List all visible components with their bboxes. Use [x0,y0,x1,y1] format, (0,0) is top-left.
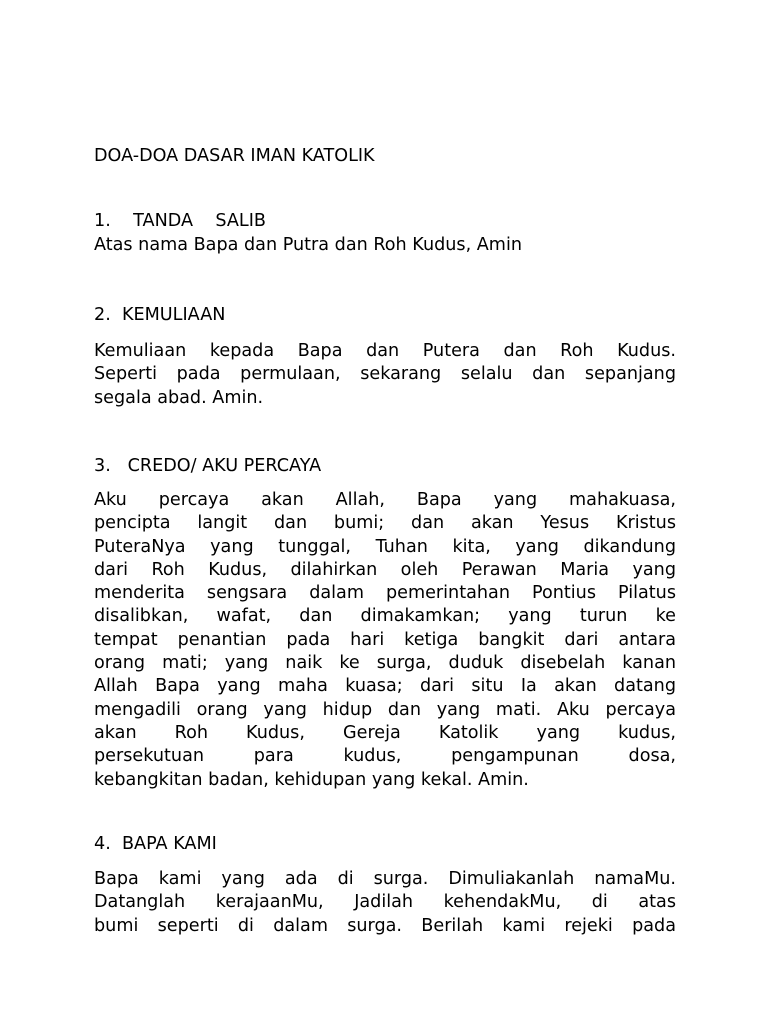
text-line: tempat penantian pada hari ketiga bangkit dari antara [94,629,676,650]
text-line: Bapa kami yang ada di surga. Dimuliakanlah namaMu. [94,869,676,889]
section-body-credo [94,489,676,792]
text-line: Seperti pada permulaan, sekarang selalu dan sepanjang [94,364,676,385]
section-heading-tanda-salib: 1. TANDA SALIB [94,211,266,231]
text-line: Datanglah kerajaanMu, Jadilah kehendakMu, di atas [94,892,676,913]
section-body-kemuliaan [94,340,676,410]
text-line: Aku percaya akan Allah, Bapa yang mahakuasa, [94,490,676,510]
text-line: segala abad. Amin. [94,387,264,408]
text-line: Atas nama Bapa dan Putra dan Roh Kudus, Amin [94,235,522,255]
section-body-bapa-kami [94,868,676,938]
text-line: disalibkan, wafat, dan dimakamkan; yang turun ke [94,606,676,627]
text-line: mengadili orang yang hidup dan yang mati. Aku percaya [94,699,676,720]
document-title: DOA-DOA DASAR IMAN KATOLIK [94,146,375,166]
text-line: kebangkitan badan, kehidupan yang kekal. Amin. [94,769,529,790]
section-heading-kemuliaan: 2. KEMULIAAN [94,305,226,325]
section-heading-bapa-kami: 4. BAPA KAMI [94,834,217,854]
text-line: Allah Bapa yang maha kuasa; dari situ Ia akan datang [94,676,676,697]
section-heading-credo: 3. CREDO/ AKU PERCAYA [94,456,322,476]
text-line: dari Roh Kudus, dilahirkan oleh Perawan Maria yang [94,559,676,580]
text-line: Kemuliaan kepada Bapa dan Putera dan Roh Kudus. [94,341,676,361]
text-line: persekutuan para kudus, pengampunan dosa, [94,746,676,767]
text-line: bumi seperti di dalam surga. Berilah kami rejeki pada [94,915,676,936]
text-line: orang mati; yang naik ke surga, duduk disebelah kanan [94,653,676,674]
text-line: menderita sengsara dalam pemerintahan Pontius Pilatus [94,583,676,604]
text-line: PuteraNya yang tunggal, Tuhan kita, yang dikandung [94,536,676,557]
text-line: akan Roh Kudus, Gereja Katolik yang kudus, [94,722,676,743]
section-body-tanda-salib [94,234,676,257]
text-line: pencipta langit dan bumi; dan akan Yesus Kristus [94,513,676,534]
